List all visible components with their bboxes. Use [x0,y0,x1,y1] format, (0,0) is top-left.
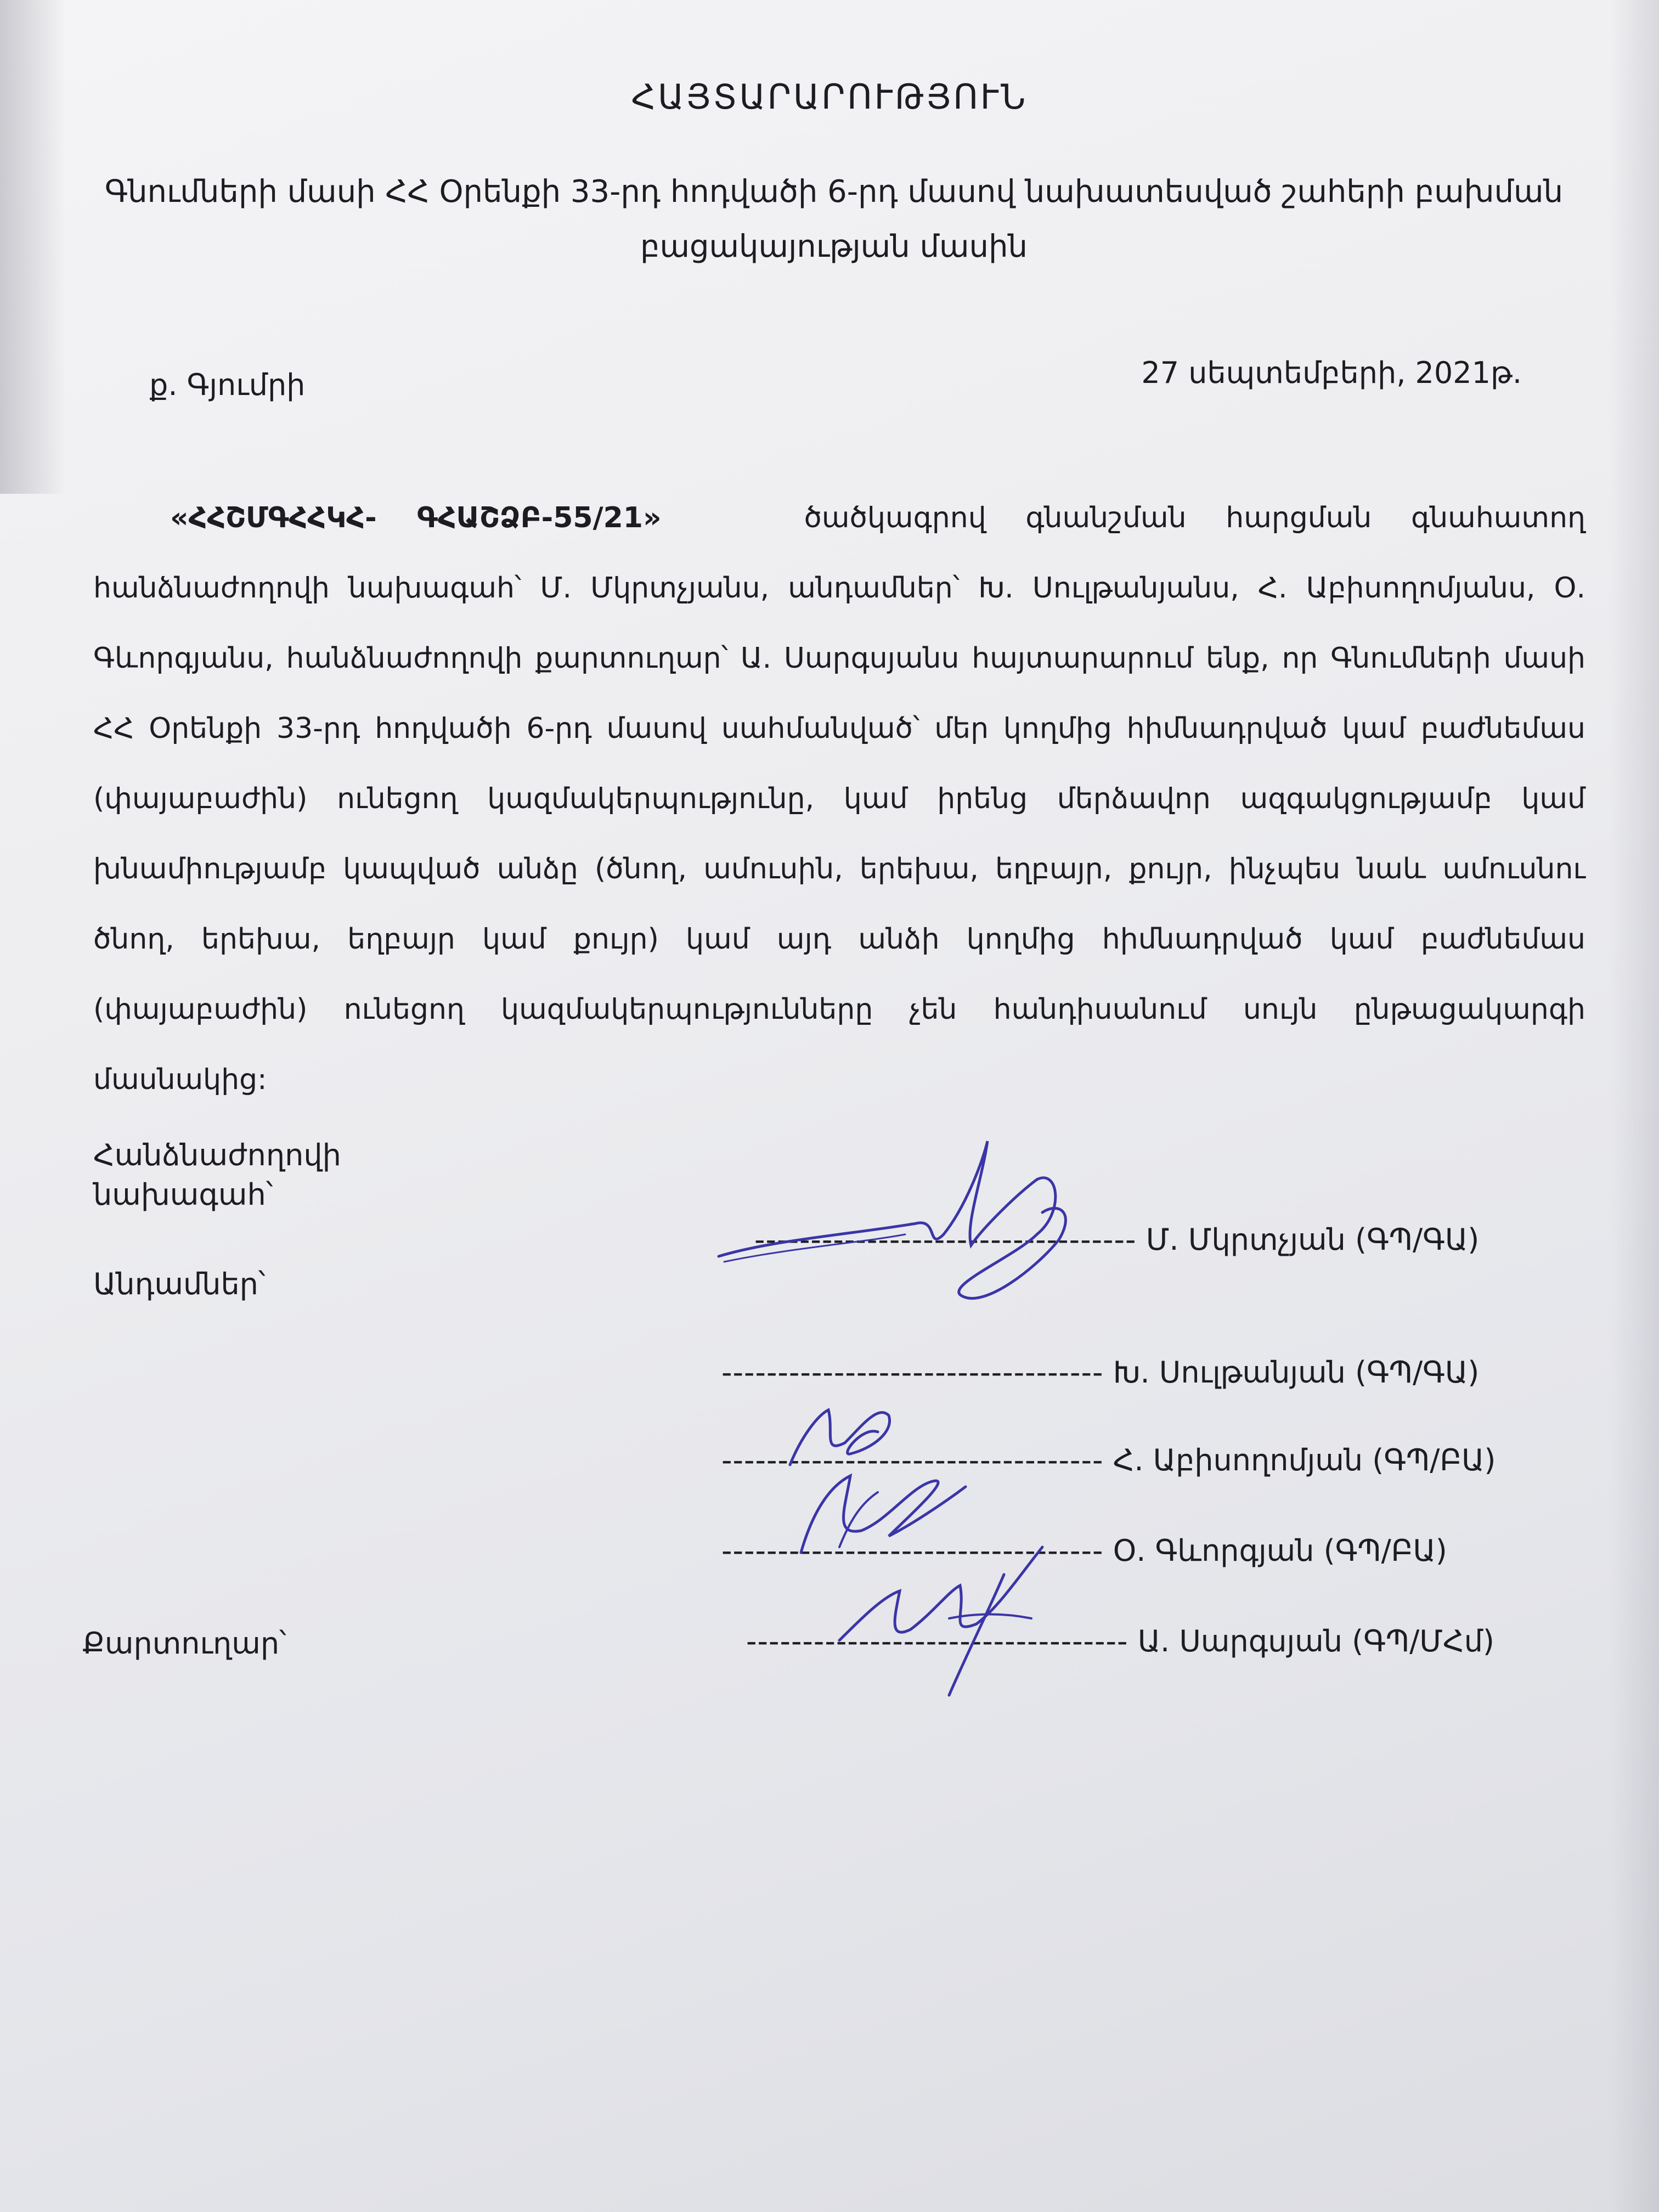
signatory-member2: Հ. Աբիսողոմյան (ԳՊ/ԲԱ) [1113,1443,1496,1477]
document-city: ք. Գյումրի [149,368,306,402]
signature-dashes: ---------------------------------- [721,1533,1104,1568]
document-subtitle: Գնումների մասի ՀՀ Օրենքի 33-րդ հոդվածի 6-րդ մասով նախատեսված շահերի բախման բացակայության մասին [104,174,1564,264]
label-chair-line2: նախագահ՝ [93,1177,273,1212]
signature-line-member1 [721,1355,1479,1390]
signatory-member1: Խ. Սուլթանյան (ԳՊ/ԳԱ) [1113,1355,1480,1390]
body-paragraph: ծածկագրով գնանշման հարցման գնահատող հանձնաժողովի նախագահ՝ Մ. Մկրտչյանս, անդամներ՝ Խ. Սուլթանյանս, Հ. Աբիսողոմյանս, Օ. Գևորգյանս, հանձնաժողովի քարտուղար՝ Ա. Սարգսյանս հայտարարում ենք, որ Գնումների մասի ՀՀ Օրենքի 33-րդ հոդվածի 6-րդ մասով սահմանված՝ մեր կողմից հիմնադրված կամ բաժնեմաս (փայաբաժին) ունեցող կազմակերպությունը, կամ իրենց մերձավոր ազգակցությամբ կամ խնամիությամբ կապված անձը (ծնող, ամուսին, երեխա, եղբայր, քույր, ինչպես նաև ամուսնու ծնող, երեխա, եղբայր կամ քույր) կամ այդ անձի կողմից հիմնադրված կամ բաժնեմաս (փայաբաժին) ունեցող կազմակերպությունները չեն հանդիսանում սույն ընթացակարգի մասնակից: [93,501,1586,1096]
document-date: 27 սեպտեմբերի, 2021թ. [1141,356,1522,390]
page-shadow-left [0,0,66,494]
signatory-chair: Մ. Մկրտչյան (ԳՊ/ԳԱ) [1146,1222,1480,1257]
signature-dashes: ---------------------------------- [721,1355,1104,1390]
label-chair-line1: Հանձնաժողովի [93,1138,341,1172]
label-secretary: Քարտուղար՝ [82,1626,286,1661]
handwritten-signature-chair [708,1130,1092,1306]
signature-dashes: ---------------------------------- [746,1624,1128,1658]
label-members: Անդամներ՝ [93,1267,266,1301]
signatory-secretary: Ա. Սարգսյան (ԳՊ/ՄՀմ) [1137,1624,1494,1658]
page-shadow-right [1610,0,1659,2212]
procurement-code: «ՀՀՇՄԳՀՀԿՀ- ԳՀԱՇՁԲ-55/21» [170,501,662,534]
signature-dashes: ---------------------------------- [721,1443,1104,1477]
signature-dashes: ---------------------------------- [754,1222,1137,1257]
label-chair [93,1136,341,1215]
handwritten-signature-member2 [768,1393,977,1564]
document-title: ՀԱՅՏԱՐԱՐՈՒԹՅՈՒՆ [631,77,1028,117]
signatory-member3: Օ. Գևորգյան (ԳՊ/ԲԱ) [1113,1533,1447,1568]
document-body [93,483,1585,1115]
handwritten-signature-secretary [823,1542,1075,1701]
